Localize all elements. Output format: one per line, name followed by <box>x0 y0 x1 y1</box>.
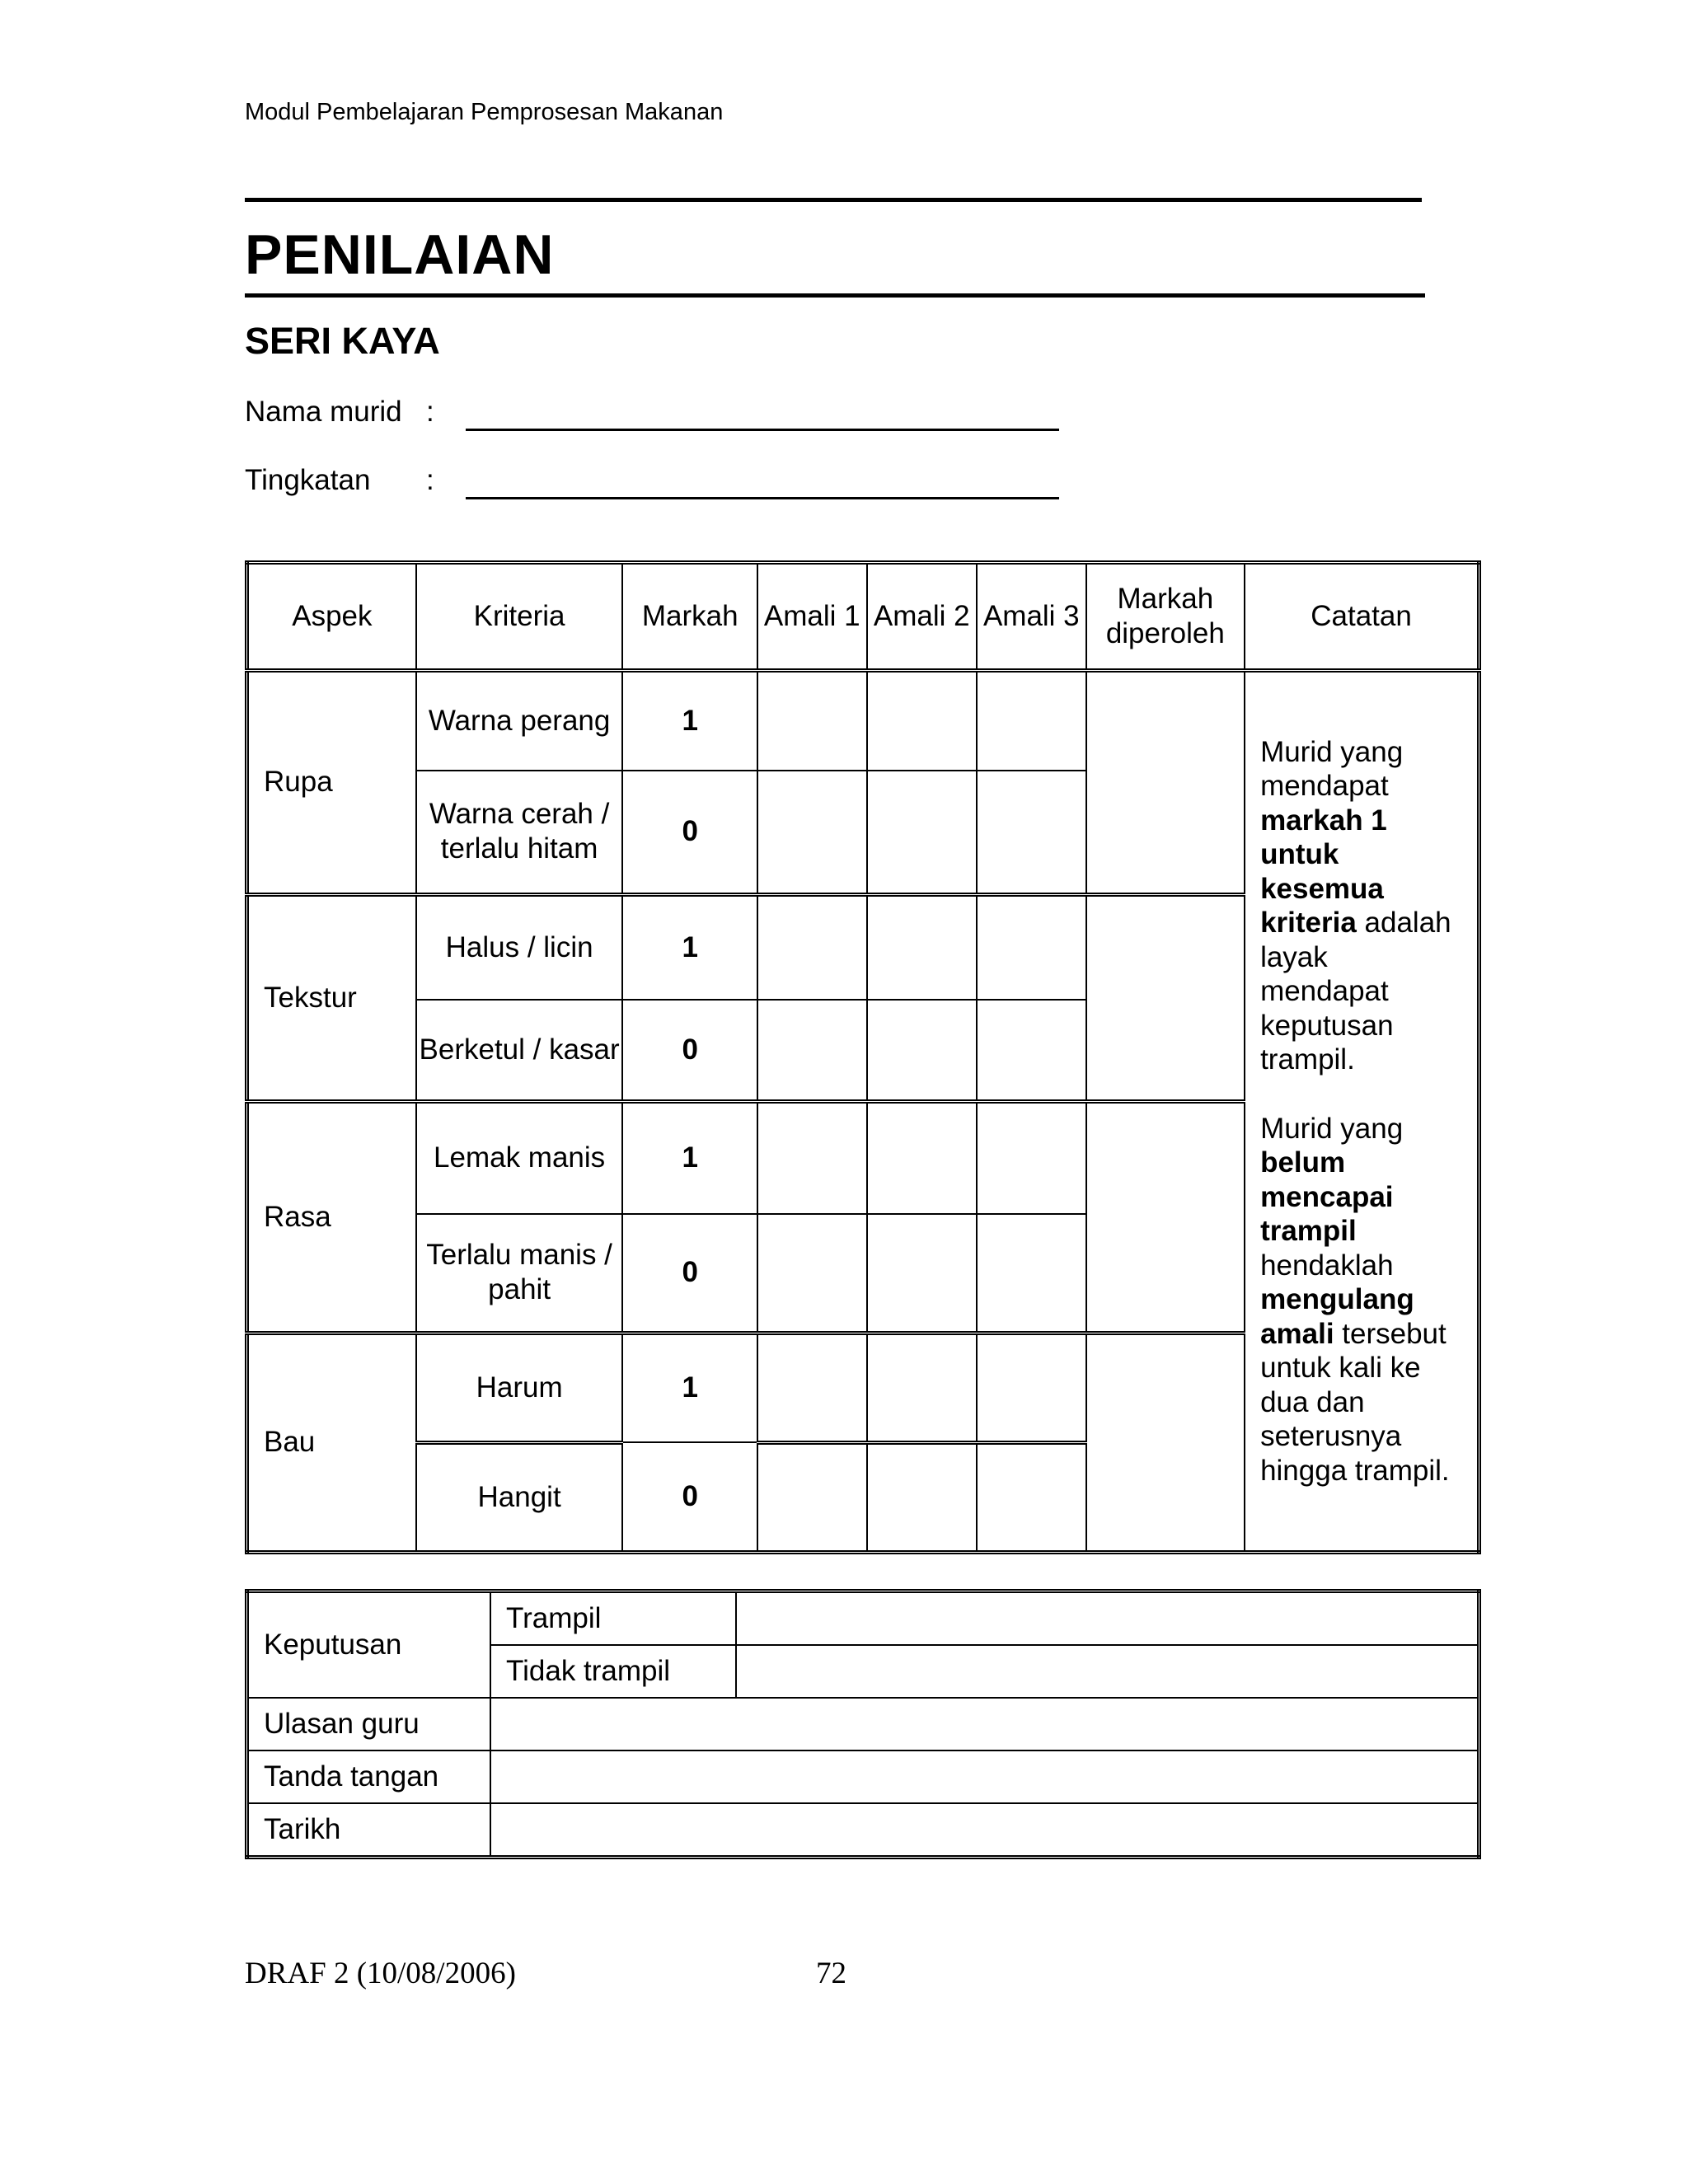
amali-1-cell[interactable] <box>757 1442 867 1552</box>
nama-murid-colon: : <box>426 396 434 428</box>
amali-2-cell[interactable] <box>867 1102 978 1214</box>
amali-3-cell[interactable] <box>977 771 1086 894</box>
header-catatan: Catatan <box>1245 563 1479 671</box>
nama-murid-label: Nama murid <box>245 396 402 428</box>
amali-1-cell[interactable] <box>757 1102 867 1214</box>
markah-cell: 0 <box>622 1442 757 1552</box>
title-rule <box>245 293 1425 298</box>
aspek-bau: Bau <box>247 1333 416 1553</box>
assessment-table <box>245 560 1481 1554</box>
nama-murid-field[interactable] <box>245 396 434 429</box>
kriteria-cell: Terlalu manis / pahit <box>416 1214 623 1333</box>
page-title: PENILAIAN <box>245 223 555 286</box>
tingkatan-blank-line[interactable] <box>466 497 1059 499</box>
amali-2-cell[interactable] <box>867 1214 978 1333</box>
amali-3-cell[interactable] <box>977 1000 1086 1101</box>
markah-diperoleh-cell[interactable] <box>1086 1102 1245 1333</box>
catatan-cell <box>1245 671 1479 1553</box>
markah-diperoleh-cell[interactable] <box>1086 1333 1245 1553</box>
markah-cell: 0 <box>622 1214 757 1333</box>
running-head: Modul Pembelajaran Pemprosesan Makanan <box>245 99 724 125</box>
amali-3-cell[interactable] <box>977 1214 1086 1333</box>
catatan-paragraph-2: Murid yang belum mencapai trampil hendaklah mengulang amali tersebut untuk kali ke dua dan seterusnya hingga trampil. <box>1260 1112 1450 1487</box>
amali-2-cell[interactable] <box>867 671 978 771</box>
markah-cell: 1 <box>622 1333 757 1442</box>
amali-3-cell[interactable] <box>977 671 1086 771</box>
amali-1-cell[interactable] <box>757 1333 867 1442</box>
tanda-tangan-entry[interactable] <box>490 1750 1479 1803</box>
amali-3-cell[interactable] <box>977 1333 1086 1442</box>
amali-1-cell[interactable] <box>757 1214 867 1333</box>
aspek-rupa: Rupa <box>247 671 416 894</box>
markah-diperoleh-cell[interactable] <box>1086 894 1245 1101</box>
markah-cell: 0 <box>622 771 757 894</box>
amali-2-cell[interactable] <box>867 771 978 894</box>
markah-cell: 1 <box>622 1102 757 1214</box>
tidak-trampil-label: Tidak trampil <box>490 1645 736 1698</box>
kriteria-cell: Lemak manis <box>416 1102 623 1214</box>
tingkatan-field[interactable] <box>245 464 434 497</box>
table-row <box>247 1750 1479 1803</box>
kriteria-cell: Harum <box>416 1333 623 1442</box>
trampil-label: Trampil <box>490 1591 736 1646</box>
header-row <box>247 563 1479 671</box>
kriteria-cell: Warna cerah / terlalu hitam <box>416 771 623 894</box>
kriteria-cell: Berketul / kasar <box>416 1000 623 1101</box>
amali-2-cell[interactable] <box>867 1442 978 1552</box>
header-aspek: Aspek <box>247 563 416 671</box>
table-row <box>247 671 1479 771</box>
header-markah: Markah <box>622 563 757 671</box>
tarikh-label: Tarikh <box>247 1803 491 1858</box>
tingkatan-colon: : <box>426 464 434 496</box>
header-amali-1: Amali 1 <box>757 563 867 671</box>
top-rule <box>245 198 1422 202</box>
header-markah-diperoleh: Markah diperoleh <box>1086 563 1245 671</box>
tanda-tangan-label: Tanda tangan <box>247 1750 491 1803</box>
tarikh-entry[interactable] <box>490 1803 1479 1858</box>
amali-3-cell[interactable] <box>977 1442 1086 1552</box>
table-row <box>247 1591 1479 1646</box>
markah-diperoleh-cell[interactable] <box>1086 671 1245 894</box>
nama-murid-blank-line[interactable] <box>466 429 1059 431</box>
ulasan-guru-entry[interactable] <box>490 1698 1479 1750</box>
page-subtitle: SERI KAYA <box>245 320 440 362</box>
table-row <box>247 1803 1479 1858</box>
markah-cell: 0 <box>622 1000 757 1101</box>
aspek-tekstur: Tekstur <box>247 894 416 1101</box>
kriteria-cell: Halus / licin <box>416 894 623 1000</box>
header-amali-2: Amali 2 <box>867 563 978 671</box>
amali-1-cell[interactable] <box>757 894 867 1000</box>
tidak-trampil-entry[interactable] <box>736 1645 1479 1698</box>
kriteria-cell: Hangit <box>416 1442 623 1552</box>
amali-3-cell[interactable] <box>977 894 1086 1000</box>
keputusan-table <box>245 1589 1481 1859</box>
amali-2-cell[interactable] <box>867 1000 978 1101</box>
footer-draft-label: DRAF 2 (10/08/2006) <box>245 1957 516 1990</box>
kriteria-cell: Warna perang <box>416 671 623 771</box>
aspek-rasa: Rasa <box>247 1102 416 1333</box>
ulasan-guru-label: Ulasan guru <box>247 1698 491 1750</box>
markah-cell: 1 <box>622 671 757 771</box>
keputusan-label: Keputusan <box>247 1591 491 1699</box>
header-kriteria: Kriteria <box>416 563 623 671</box>
trampil-entry[interactable] <box>736 1591 1479 1646</box>
header-amali-3: Amali 3 <box>977 563 1086 671</box>
catatan-paragraph-1: Murid yang mendapat markah 1 untuk kesemua kriteria adalah layak mendapat keputusan trampil. <box>1260 735 1451 1076</box>
tingkatan-label: Tingkatan <box>245 464 371 496</box>
amali-1-cell[interactable] <box>757 671 867 771</box>
page-number: 72 <box>816 1957 846 1990</box>
amali-2-cell[interactable] <box>867 894 978 1000</box>
markah-cell: 1 <box>622 894 757 1000</box>
amali-1-cell[interactable] <box>757 1000 867 1101</box>
amali-3-cell[interactable] <box>977 1102 1086 1214</box>
amali-2-cell[interactable] <box>867 1333 978 1442</box>
table-row <box>247 1698 1479 1750</box>
amali-1-cell[interactable] <box>757 771 867 894</box>
